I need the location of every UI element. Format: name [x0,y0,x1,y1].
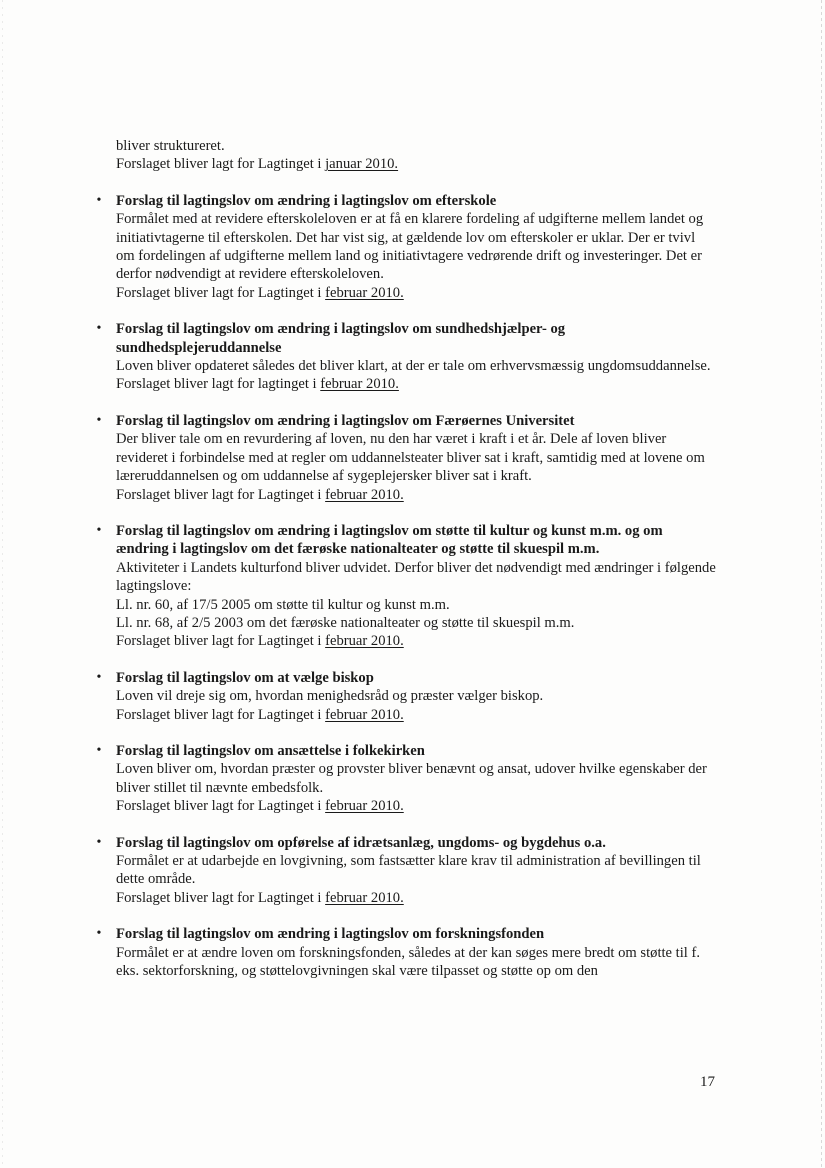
proposal-body-line: Der bliver tale om en revurdering af loven, nu den har været i kraft i et år. Dele af loven bliver revideret i forbindelse med at regler om uddannelsteater bliver sat i kraft, samtidig med at lovene om læreruddannelsen og om uddannelse af sygeplejersker bliver sat i kraft. [116,431,705,485]
timeline-date: februar 2010. [325,633,404,650]
bullet-icon: • [96,669,102,685]
proposal-body-line: Ll. nr. 60, af 17/5 2005 om støtte til kultur og kunst m.m. [116,596,450,613]
proposal-item [96,669,716,724]
proposal-body-line: Formålet er at ændre loven om forskningsfonden, således at der kan søges mere bredt om støtte til f. eks. sektorforskning, og støttelovgivningen skal være tilpasset og støtte op om den [116,944,701,980]
timeline-prefix: Forslaget bliver lagt for Lagtinget i [116,706,326,723]
proposal-list [96,192,716,981]
proposal-timeline [116,706,716,724]
proposal-timeline [116,632,716,650]
timeline-prefix: Forslaget bliver lagt for Lagtinget i [116,486,326,503]
proposal-title: Forslag til lagtingslov om opførelse af idrætsanlæg, ungdoms- og bygdehus o.a. [116,834,606,851]
proposal-body-line: Aktiviteter i Landets kulturfond bliver udvidet. Derfor bliver det nødvendigt med ændringer i følgende lagtingslove: [116,559,716,595]
timeline-date: januar 2010. [325,156,399,173]
proposal-item [96,412,716,504]
proposal-item [96,834,716,908]
proposal-title: Forslag til lagtingslov om at vælge biskop [116,669,374,686]
proposal-timeline [116,284,716,302]
bullet-icon: • [96,834,102,850]
proposal-timeline [116,486,716,504]
proposal-item [96,192,716,302]
bullet-icon: • [96,412,102,428]
proposal-title: Forslag til lagtingslov om ansættelse i folkekirken [116,742,425,759]
proposal-timeline [116,797,716,815]
timeline-prefix: Forslaget bliver lagt for lagtinget i [116,376,321,393]
bullet-icon: • [96,926,102,942]
intro-line: bliver struktureret. [116,138,225,154]
proposal-body-line: Loven vil dreje sig om, hvordan menighedsråd og præster vælger biskop. [116,688,544,705]
timeline-date: februar 2010. [325,284,404,301]
proposal-timeline [116,375,716,393]
proposal-body-line: Loven bliver opdateret således det bliver klart, at der er tale om erhvervsmæssig ungdomsuddannelse. [116,358,711,375]
bullet-icon: • [96,742,102,758]
intro-timeline [116,155,716,173]
bullet-icon: • [96,321,102,337]
timeline-prefix: Forslaget bliver lagt for Lagtinget i [116,889,326,906]
scan-edge-left [2,0,3,1168]
bullet-icon: • [96,522,102,538]
document-body [96,137,716,998]
proposal-body-line: Formålet er at udarbejde en lovgivning, som fastsætter klare krav til administration af bevillingen til dette område. [116,853,701,888]
intro-paragraph [116,137,716,174]
timeline-date: februar 2010. [325,706,404,723]
proposal-item [96,742,716,816]
scan-edge-right [821,0,822,1168]
page-number: 17 [700,1074,715,1090]
timeline-prefix: Forslaget bliver lagt for Lagtinget i [116,633,326,650]
timeline-prefix: Forslaget bliver lagt for Lagtinget i [116,284,326,301]
proposal-title: Forslag til lagtingslov om ændring i lagtingslov om forskningsfonden [116,926,545,943]
timeline-prefix: Forslaget bliver lagt for Lagtinget i [116,798,326,815]
proposal-body-line: Loven bliver om, hvordan præster og provster bliver benævnt og ansat, udover hvilke egenskaber der bliver stillet til nævnte embedsfolk. [116,761,707,796]
proposal-title: Forslag til lagtingslov om ændring i lagtingslov om sundhedshjælper- og sundhedsplejeruddannelse [116,321,566,356]
proposal-timeline [116,889,716,907]
proposal-title: Forslag til lagtingslov om ændring i lagtingslov om støtte til kultur og kunst m.m. og om ændring i lagtingslov om det færøske nationalteater og støtte til skuespil m.m. [116,522,663,558]
proposal-item [96,925,716,980]
proposal-item [96,522,716,651]
proposal-title: Forslag til lagtingslov om ændring i lagtingslov om efterskole [116,192,497,209]
bullet-icon: • [96,192,102,208]
timeline-date: februar 2010. [325,486,404,503]
timeline-prefix: Forslaget bliver lagt for Lagtinget i [116,156,326,173]
timeline-date: februar 2010. [325,889,404,906]
proposal-title: Forslag til lagtingslov om ændring i lagtingslov om Færøernes Universitet [116,412,575,429]
proposal-body-line: Ll. nr. 68, af 2/5 2003 om det færøske nationalteater og støtte til skuespil m.m. [116,614,575,631]
timeline-date: februar 2010. [325,798,404,815]
timeline-date: februar 2010. [320,376,399,393]
proposal-item [96,320,716,394]
proposal-body-line: Formålet med at revidere efterskoleloven er at få en klarere fordeling af udgifterne mellem landet og initiativtagerne til efterskolen. Det har vist sig, at gældende lov om efterskoler er uklar. Der er tvivl om fordelingen af udgifterne mellem land og initiativtagere vedrørende drift og investeringer. Det er derfor nødvendigt at revidere efterskoleloven. [116,211,704,283]
